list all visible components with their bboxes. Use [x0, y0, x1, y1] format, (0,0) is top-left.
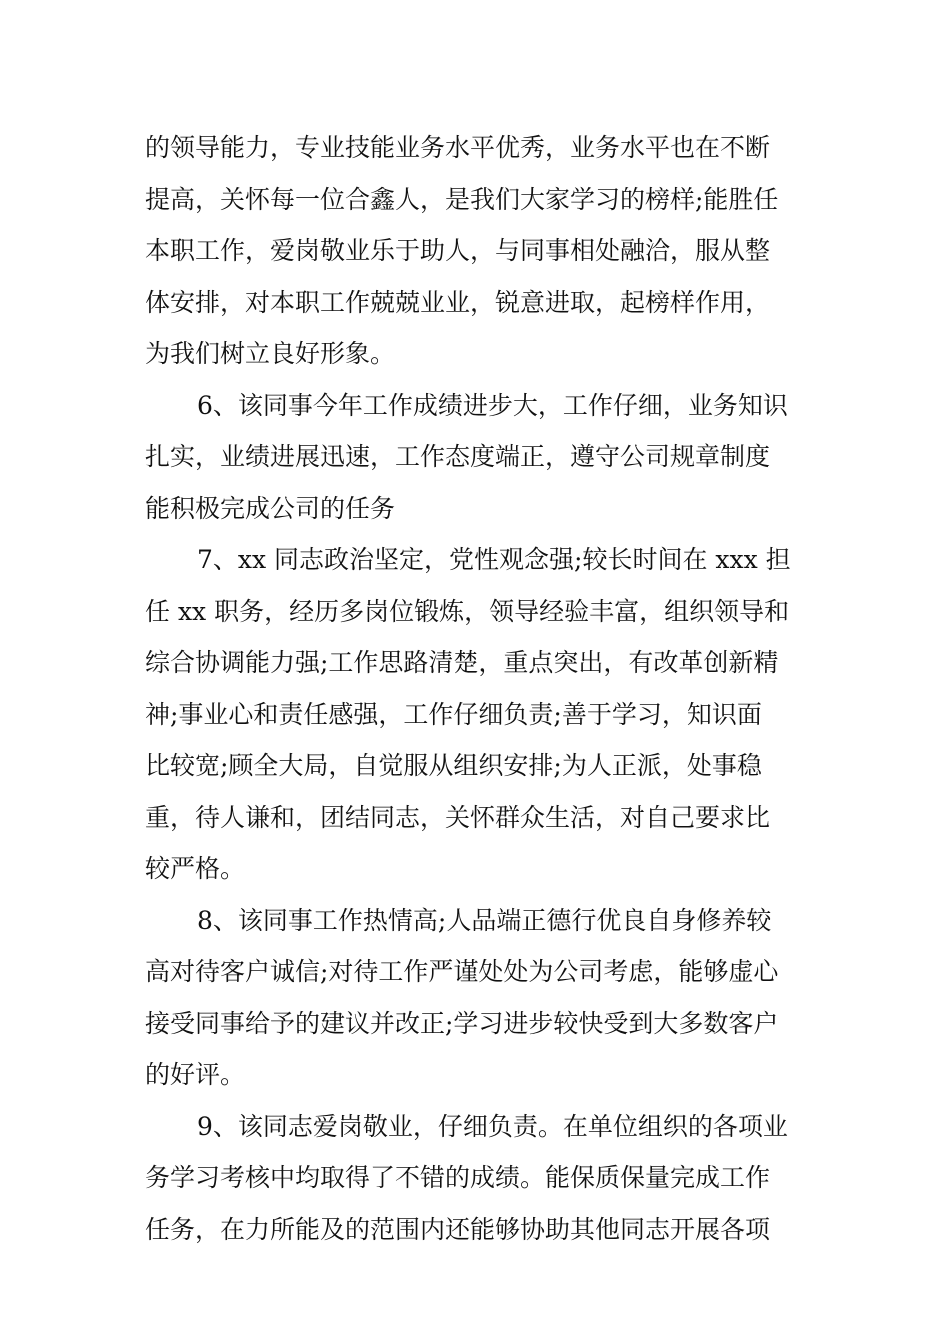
text-line: 的好评。 [145, 1060, 246, 1089]
text-line: 能积极完成公司的任务 [145, 493, 396, 523]
text-line: 的领导能力，专业技能业务水平优秀，业务水平也在不断 [145, 133, 771, 162]
text-line: 综合协调能力强;工作思路清楚，重点突出，有改革创新精 [145, 648, 779, 677]
paragraph-item-8 [145, 895, 810, 1101]
paragraph-item-9 [145, 1101, 810, 1256]
text-line: 任务，在力所能及的范围内还能够协助其他同志开展各项 [145, 1214, 771, 1244]
text-line: 高对待客户诚信;对待工作严谨处处为公司考虑，能够虚心 [145, 957, 779, 986]
text-line: 重，待人谦和，团结同志，关怀群众生活，对自己要求比 [145, 802, 771, 832]
text-line: 为我们树立良好形象。 [145, 339, 396, 368]
text-line: 本职工作，爱岗敬业乐于助人，与同事相处融洽，服从整 [145, 236, 771, 265]
text-line: 务学习考核中均取得了不错的成绩。能保质保量完成工作 [145, 1163, 771, 1192]
paragraph-item-7 [145, 534, 810, 895]
text-line: 扎实，业绩进展迅速，工作态度端正，遵守公司规章制度 [145, 442, 771, 471]
text-line: 8、该同事工作热情高;人品端正德行优良自身修养较 [197, 905, 772, 935]
text-line: 任 xx 职务，经历多岗位锻炼，领导经验丰富，组织领导和 [145, 596, 790, 626]
text-line: 7、xx 同志政治坚定，党性观念强;较长时间在 xxx 担 [197, 545, 791, 574]
text-line: 比较宽;顾全大局，自觉服从组织安排;为人正派，处事稳 [145, 751, 762, 780]
text-line: 体安排，对本职工作兢兢业业，锐意进取，起榜样作用， [145, 287, 771, 317]
text-line: 6、该同事今年工作成绩进步大，工作仔细，业务知识 [197, 390, 788, 420]
text-line: 9、该同志爱岗敬业，仔细负责。在单位组织的各项业 [197, 1111, 788, 1141]
text-line: 较严格。 [145, 854, 246, 883]
text-line: 提高，关怀每一位合鑫人，是我们大家学习的榜样;能胜任 [145, 184, 779, 214]
document-body [145, 122, 810, 1255]
paragraph-continuation [145, 122, 810, 380]
text-line: 神;事业心和责任感强，工作仔细负责;善于学习，知识面 [145, 699, 762, 729]
text-line: 接受同事给予的建议并改正;学习进步较快受到大多数客户 [145, 1008, 779, 1038]
paragraph-item-6 [145, 380, 810, 535]
